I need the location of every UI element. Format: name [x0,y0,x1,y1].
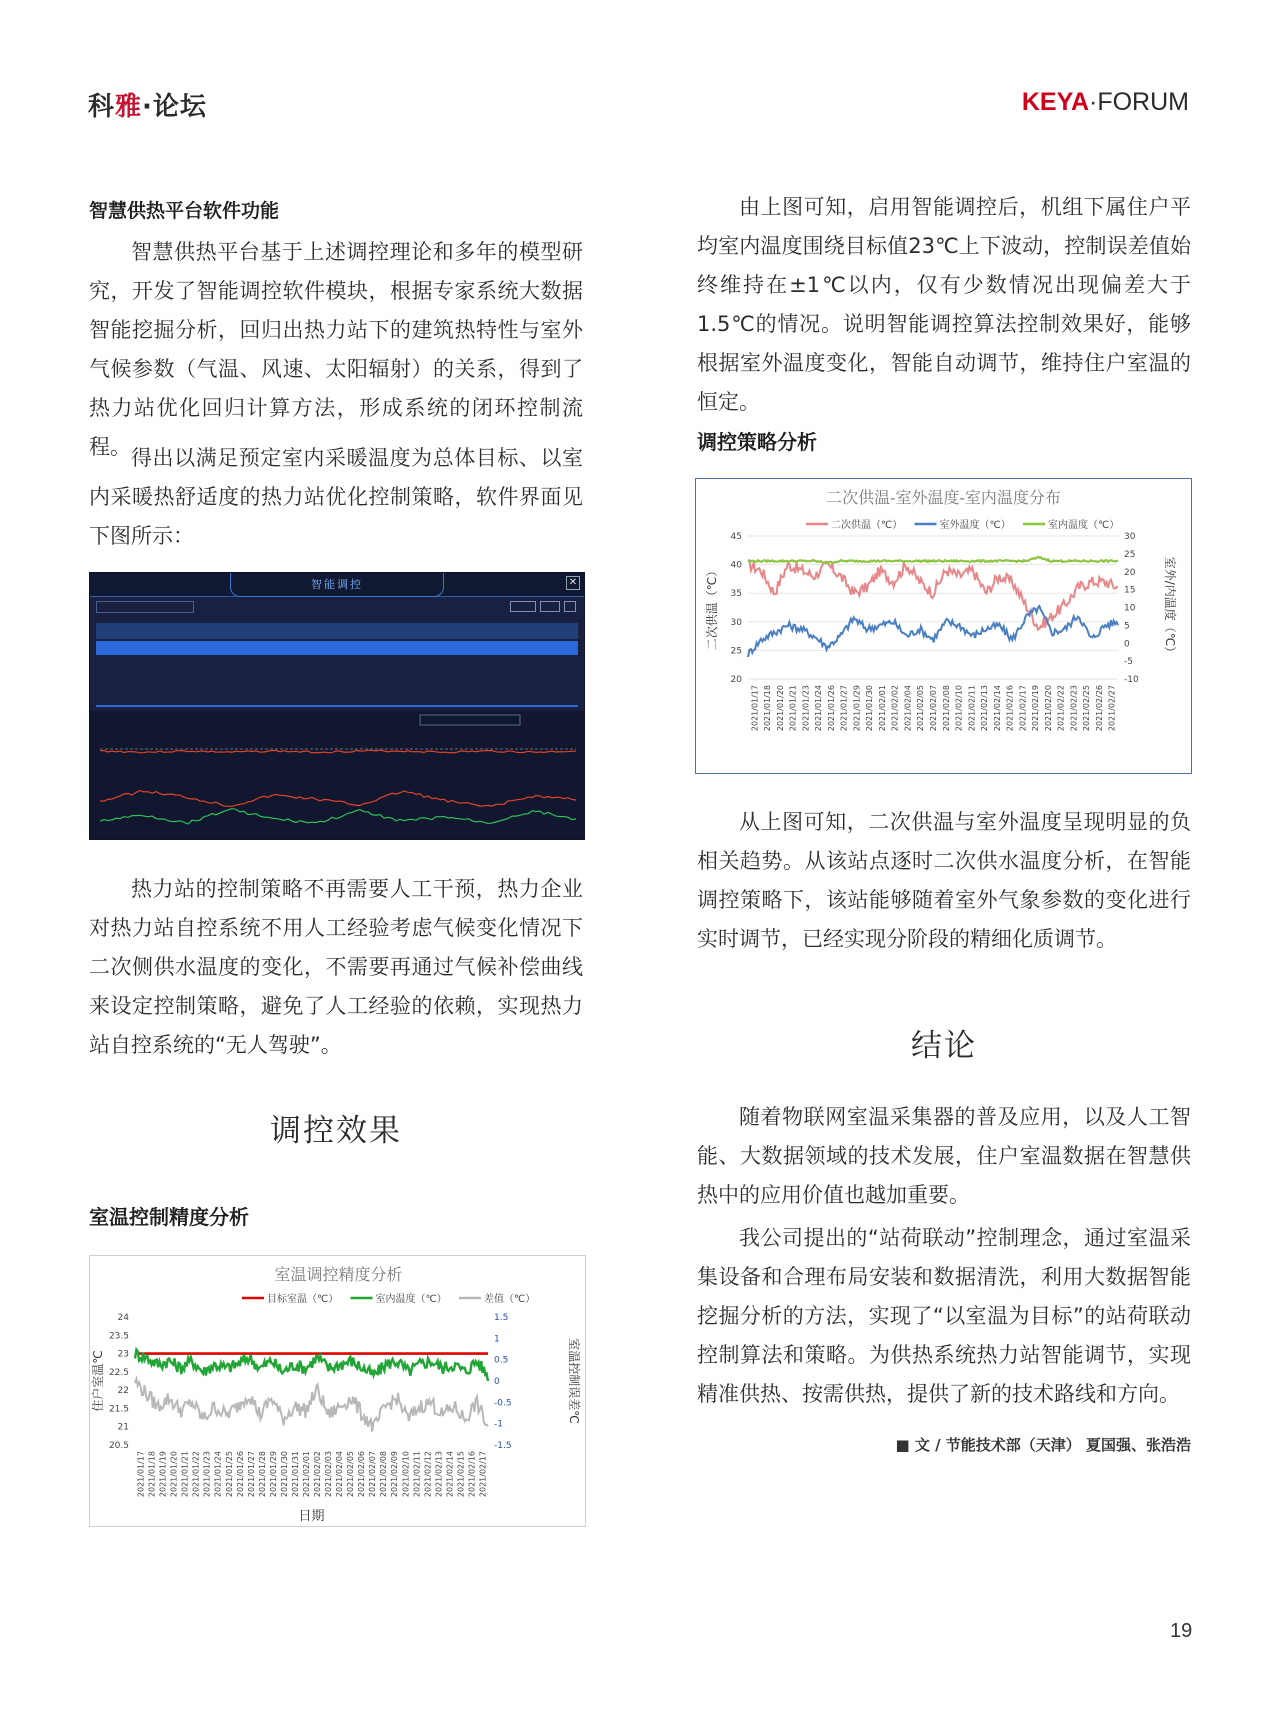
x-tick-label: 2021/02/01 [877,685,887,732]
series-line [748,606,1118,657]
y2-tick-label: 15 [1124,585,1136,596]
ui-toolbar-button[interactable] [564,601,576,612]
x-tick-label: 2021/01/17 [750,685,760,732]
x-tick-label: 2021/02/17 [478,1451,488,1498]
x-tick-label: 2021/02/02 [313,1451,323,1498]
x-tick-label: 2021/02/04 [335,1451,345,1498]
y-tick-label: 30 [730,617,742,628]
legend-label: 室内温度（℃） [375,1294,447,1305]
x-tick-label: 2021/01/17 [136,1451,146,1498]
y-tick-label: 45 [730,532,742,542]
x-tick-label: 2021/01/29 [268,1451,278,1498]
x-tick-label: 2021/02/04 [903,685,913,732]
ui-trend-red-bottom [100,791,576,807]
ui-title: 智能调控 [311,578,363,591]
y2-tick-label: 25 [1124,549,1136,560]
y2-tick-label: -1 [494,1419,503,1430]
chart-title: 二次供温-室外温度-室内温度分布 [826,488,1061,507]
x-tick-label: 2021/02/07 [929,685,938,732]
chart-title: 室温调控精度分析 [274,1265,403,1284]
y-axis-title: 住户室温℃ [91,1350,105,1412]
x-tick-label: 2021/02/05 [346,1451,356,1498]
x-tick-label: 2021/01/23 [801,685,811,732]
paragraph-conclusion-2: 我公司提出的“站荷联动”控制理念，通过室温采集设备和合理布局安装和数据清洗，利用大数据智能挖掘分析的方法，实现了“以室温为目标”的站荷联动控制算法和策略。为供热系统热力站智能调节，实现精准供热、按需供热，提供了新的技术路线和方向。 [697,1226,1191,1406]
y-tick-label: 23.5 [108,1331,129,1342]
x-tick-label: 2021/02/05 [916,685,926,732]
paragraph-correlation: 从上图可知，二次供温与室外温度呈现明显的负相关趋势。从该站点逐时二次供水温度分析，在智能调控策略下，该站能够随着室外气象参数的变化进行实时调节，已经实现分阶段的精细化质调节。 [697,810,1191,951]
section-title-strategy: 调控策略分析 [697,430,817,454]
x-tick-label: 2021/02/01 [301,1451,311,1498]
legend-label: 室外温度（℃） [939,520,1011,531]
header-right-brand: KEYA·FORUM [1021,88,1189,116]
x-tick-label: 2021/01/28 [257,1451,267,1498]
y-tick-label: 22 [117,1386,129,1397]
x-tick-label: 2021/02/20 [1043,685,1053,732]
x-tick-label: 2021/01/27 [839,685,849,732]
y-tick-label: 35 [730,589,742,600]
x-tick-label: 2021/02/12 [423,1451,433,1498]
x-tick-label: 2021/02/13 [434,1451,444,1498]
legend-label: 差值（℃） [484,1294,536,1305]
section-title-software: 智慧供热平台软件功能 [89,200,280,222]
x-tick-label: 2021/01/25 [224,1451,234,1498]
header-left-brand: 科雅·论坛 [88,92,207,122]
x-tick-label: 2021/02/16 [467,1451,477,1498]
x-tick-label: 2021/01/21 [788,685,798,732]
ui-trend-red-top [100,750,576,753]
y2-tick-label: -1.5 [494,1441,512,1451]
x-tick-label: 2021/02/22 [1056,685,1066,732]
software-ui-screenshot [89,572,585,840]
chart-precision [90,1256,587,1528]
x-tick-label: 2021/02/11 [967,685,977,732]
y-tick-label: 40 [730,560,742,571]
y-tick-label: 24 [117,1313,129,1323]
x-tick-label: 2021/01/30 [865,685,875,732]
y2-tick-label: 30 [1124,532,1136,542]
close-icon[interactable]: ✕ [566,576,580,590]
y2-tick-label: 5 [1124,621,1130,632]
x-tick-label: 2021/02/03 [324,1451,334,1498]
y2-tick-label: 0 [1124,639,1130,650]
x-tick-label: 2021/01/19 [158,1451,168,1498]
ui-table-header [96,623,578,639]
x-tick-label: 2021/02/19 [1031,685,1041,732]
y-tick-label: 20.5 [108,1441,129,1451]
x-tick-label: 2021/01/23 [202,1451,212,1498]
paragraph-conclusion-1: 随着物联网室温采集器的普及应用，以及人工智能、大数据领域的技术发展，住户室温数据在智慧供热中的应用价值也越加重要。 [697,1105,1191,1207]
section-title-conclusion: 结论 [911,1028,977,1064]
x-tick-label: 2021/01/29 [852,685,862,732]
series-line [748,560,1118,630]
x-tick-label: 2021/01/21 [180,1451,190,1498]
series-line [748,557,1118,563]
x-tick-label: 2021/02/17 [1018,685,1028,732]
paragraph-strategy-intro: 得出以满足预定室内采暖温度为总体目标、以室内采暖热舒适度的热力站优化控制策略，软件界面见下图所示： [89,446,583,548]
x-tick-label: 2021/02/02 [890,685,900,732]
x-tick-label: 2021/02/08 [941,685,951,732]
ui-title-bar [90,573,584,597]
x-tick-label: 2021/01/30 [279,1451,289,1498]
section-title-precision: 室温控制精度分析 [89,1205,249,1229]
x-tick-label: 2021/02/07 [368,1451,378,1498]
chart-distribution [696,479,1191,773]
x-tick-label: 2021/02/15 [456,1451,466,1498]
paragraph-software: 智慧供热平台基于上述调控理论和多年的模型研究，开发了智能调控软件模块，根据专家系统大数据智能挖掘分析，回归出热力站下的建筑热特性与室外气候参数（气温、风速、太阳辐射）的关系，得到了热力站优化回归计算方法，形成系统的闭环控制流程。 [89,240,583,459]
y-axis-title: 二次供温（℃） [705,564,719,651]
y-tick-label: 22.5 [108,1367,129,1378]
paragraph-result: 由上图可知，启用智能调控后，机组下属住户平均室内温度围绕目标值23℃上下波动，控制误差值始终维持在±1℃以内，仅有少数情况出现偏差大于1.5℃的情况。说明智能调控算法控制效果好，能够根据室外温度变化，智能自动调节，维持住户室温的恒定。 [697,195,1191,414]
x-tick-label: 2021/02/09 [390,1451,400,1498]
x-tick-label: 2021/02/08 [379,1451,389,1498]
legend-label: 目标室温（℃） [267,1294,339,1305]
x-tick-label: 2021/01/20 [775,685,785,732]
x-tick-label: 2021/01/24 [814,685,824,732]
y-tick-label: 23 [117,1349,129,1360]
x-tick-label: 2021/02/10 [401,1451,411,1498]
x-tick-label: 2021/02/25 [1082,685,1092,732]
ui-toolbar-button[interactable] [510,601,536,612]
y2-tick-label: 1.5 [494,1313,509,1323]
x-tick-label: 2021/01/31 [290,1451,300,1498]
y-tick-label: 21 [117,1422,129,1433]
page-number: 19 [1170,1620,1193,1642]
series-line [135,1379,488,1432]
ui-trend-green [100,809,576,824]
chart-precision-figure [89,1255,586,1527]
x-tick-label: 2021/02/16 [1005,685,1015,732]
legend-label: 室内温度（℃） [1048,520,1120,531]
x-tick-label: 2021/01/26 [826,685,836,732]
legend-label: 二次供温（℃） [831,520,903,531]
x-tick-label: 2021/01/26 [235,1451,245,1498]
y2-tick-label: 0 [494,1377,500,1387]
y-tick-label: 21.5 [108,1404,129,1415]
x-tick-label: 2021/01/24 [213,1451,223,1498]
chart-distribution-figure [695,478,1192,774]
x-tick-label: 2021/01/20 [169,1451,179,1498]
x-tick-label: 2021/02/14 [445,1451,455,1498]
y2-tick-label: -0.5 [494,1398,512,1409]
ui-date-range-box [420,715,520,725]
x-tick-label: 2021/02/06 [357,1451,367,1498]
y2-tick-label: 1 [494,1334,500,1345]
x-axis-title: 日期 [298,1509,325,1524]
y2-tick-label: -5 [1124,657,1133,668]
x-tick-label: 2021/02/23 [1069,685,1079,732]
y-tick-label: 20 [730,675,742,685]
y2-axis-title: 室外/内温度（℃） [1163,556,1177,659]
ui-toolbar-button[interactable] [540,601,560,612]
y-tick-label: 25 [730,646,742,657]
x-tick-label: 2021/02/14 [992,685,1002,732]
x-tick-label: 2021/02/13 [980,685,990,732]
paragraph-unmanned: 热力站的控制策略不再需要人工干预，热力企业对热力站自控系统不用人工经验考虑气候变化情况下二次侧供水温度的变化，不需要再通过气候补偿曲线来设定控制策略，避免了人工经验的依赖，实现热力站自控系统的“无人驾驶”。 [89,877,583,1057]
x-tick-label: 2021/02/27 [1107,685,1117,732]
y2-tick-label: 20 [1124,567,1136,578]
ui-table-row-selected[interactable] [96,641,578,655]
x-tick-label: 2021/02/11 [412,1451,422,1498]
x-tick-label: 2021/01/18 [763,685,773,732]
y2-tick-label: 10 [1124,603,1136,614]
x-tick-label: 2021/02/26 [1094,685,1104,732]
y2-axis-title: 室温控制误差℃ [567,1338,581,1424]
ui-trend-panel [90,711,584,840]
x-tick-label: 2021/02/10 [954,685,964,732]
x-tick-label: 2021/01/18 [147,1451,157,1498]
ui-trend-chart [90,711,585,840]
byline: ■ 文 / 节能技术部（天津） 夏国强、张浩浩 [895,1436,1191,1454]
y2-tick-label: 0.5 [494,1355,509,1366]
y2-tick-label: -10 [1124,675,1139,685]
x-tick-label: 2021/01/22 [191,1451,201,1498]
x-tick-label: 2021/01/27 [246,1451,256,1498]
section-title-effect: 调控效果 [270,1113,402,1149]
